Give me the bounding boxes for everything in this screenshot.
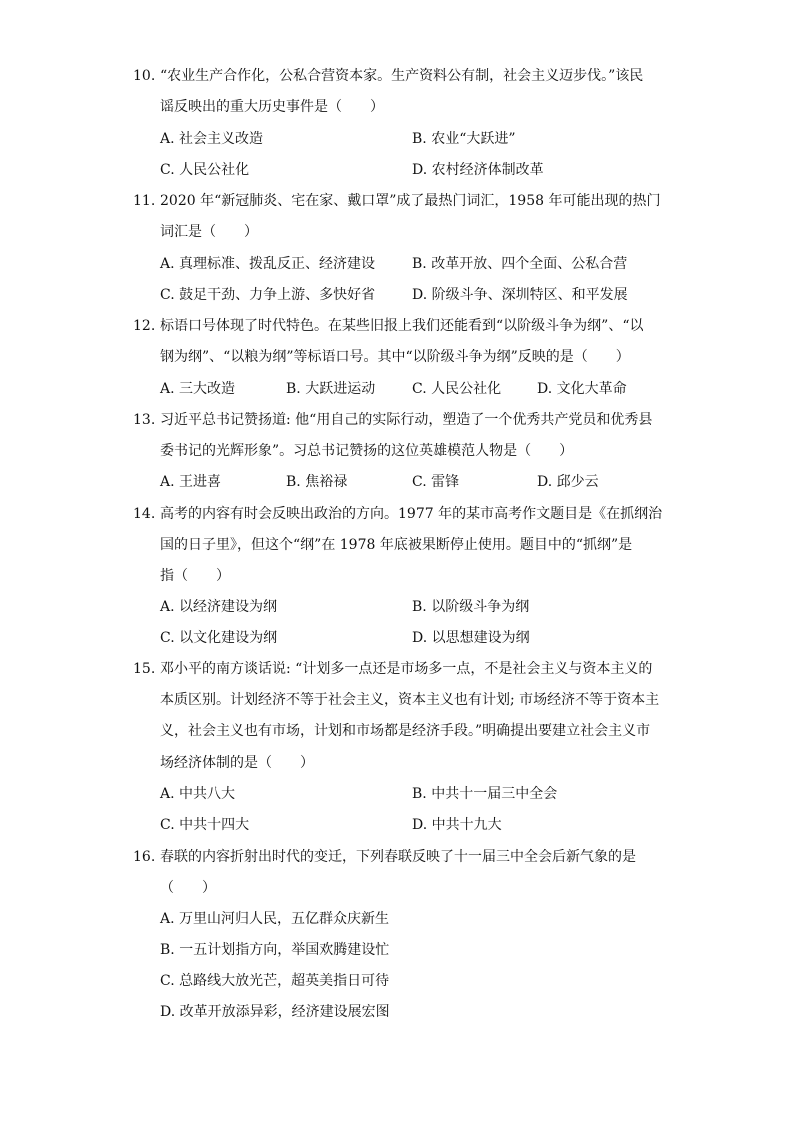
question-number: 15. [133, 661, 156, 677]
option-b: B. 农业“大跃进” [412, 131, 516, 147]
option-c: C. 中共十四大 [160, 817, 250, 833]
option-b: B. 改革开放、四个全面、公私合营 [412, 256, 628, 272]
question-stem-line: 本质区别。计划经济不等于社会主义，资本主义也有计划; 市场经济不等于资本主 [160, 692, 660, 708]
question-number: 13. [133, 412, 156, 428]
option-b: B. 以阶级斗争为纲 [412, 599, 530, 615]
question-stem-line: 习近平总书记赞扬道: 他“用自己的实际行动，塑造了一个优秀共产党员和优秀县 [160, 412, 653, 428]
option-a: A. 中共八大 [160, 786, 236, 802]
option-a: A. 王进喜 [160, 474, 222, 490]
question-stem-line: 场经济体制的是（ ） [160, 755, 314, 771]
option-a: A. 三大改造 [160, 381, 236, 397]
option-d: D. 邱少云 [537, 474, 599, 490]
option-d: D. 改革开放添异彩，经济建设展宏图 [160, 1004, 390, 1020]
question-stem-line: 2020 年“新冠肺炎、宅在家、戴口罩”成了最热门词汇，1958 年可能出现的热门 [160, 193, 661, 209]
option-a: A. 万里山河归人民，五亿群众庆新生 [160, 911, 390, 927]
question-stem-line: 词汇是（ ） [160, 224, 258, 240]
option-d: D. 文化大革命 [537, 381, 627, 397]
option-b: B. 一五计划指方向，举国欢腾建设忙 [160, 942, 390, 958]
option-d: D. 以思想建设为纲 [412, 630, 530, 646]
option-b: B. 中共十一届三中全会 [412, 786, 558, 802]
option-b: B. 焦裕禄 [286, 474, 348, 490]
question-stem-line: 春联的内容折射出时代的变迁，下列春联反映了十一届三中全会后新气象的是 [160, 849, 636, 865]
question-stem-line: 谣反映出的重大历史事件是（ ） [160, 99, 384, 115]
option-d: D. 中共十九大 [412, 817, 502, 833]
question-number: 11. [133, 193, 156, 209]
option-a: A. 社会主义改造 [160, 131, 264, 147]
option-c: C. 人民公社化 [160, 162, 250, 178]
option-c: C. 人民公社化 [412, 381, 502, 397]
option-d: D. 农村经济体制改革 [412, 162, 544, 178]
option-b: B. 大跃进运动 [286, 381, 376, 397]
question-stem-line: 钢为纲”、“以粮为纲”等标语口号。其中“以阶级斗争为纲”反映的是（ ） [160, 349, 630, 365]
question-stem-line: （ ） [160, 880, 216, 896]
option-c: C. 总路线大放光芒，超英美指日可待 [160, 973, 390, 989]
question-stem-line: 指（ ） [160, 568, 230, 584]
question-stem-line: 国的日子里》，但这个“纲”在 1978 年底被果断停止使用。题目中的“抓纲”是 [160, 537, 633, 553]
question-number: 14. [133, 506, 156, 522]
question-number: 12. [133, 318, 156, 334]
option-c: C. 鼓足干劲、力争上游、多快好省 [160, 287, 376, 303]
question-stem-line: 邓小平的南方谈话说: “计划多一点还是市场多一点，不是社会主义与资本主义的 [160, 661, 653, 677]
question-number: 16. [133, 849, 156, 865]
option-c: C. 以文化建设为纲 [160, 630, 278, 646]
question-stem-line: 义，社会主义也有市场，计划和市场都是经济手段。”明确提出要建立社会主义市 [160, 723, 651, 739]
option-d: D. 阶级斗争、深圳特区、和平发展 [412, 287, 628, 303]
question-number: 10. [133, 68, 156, 84]
option-a: A. 以经济建设为纲 [160, 599, 278, 615]
question-stem-line: 委书记的光辉形象”。习总书记赞扬的这位英雄模范人物是（ ） [160, 443, 574, 459]
option-a: A. 真理标准、拨乱反正、经济建设 [160, 256, 376, 272]
question-stem-line: “农业生产合作化，公私合营资本家。生产资料公有制，社会主义迈步伐。”该民 [160, 68, 644, 84]
question-stem-line: 标语口号体现了时代特色。在某些旧报上我们还能看到“以阶级斗争为纲”、“以 [160, 318, 644, 334]
option-c: C. 雷锋 [412, 474, 460, 490]
question-stem-line: 高考的内容有时会反映出政治的方向。1977 年的某市高考作文题目是《在抓纲治 [160, 506, 663, 522]
